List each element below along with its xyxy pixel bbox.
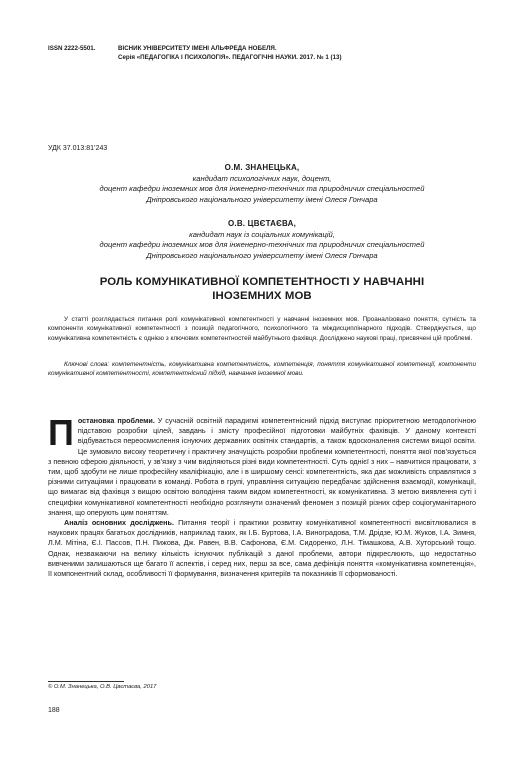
copyright-footnote: © О.М. Знанецька, О.В. Цвєтаєва, 2017 — [48, 684, 157, 690]
author-degree: кандидат наук із соціальних комунікацій, — [189, 229, 335, 239]
journal-header — [48, 44, 468, 62]
author-position: доцент кафедри іноземних мов для інженерно-технічних та природничих спеціальностей — [99, 240, 425, 249]
article-body — [48, 412, 476, 579]
article-title-line2: ІНОЗЕМНИХ МОВ — [212, 290, 312, 302]
paragraph-problem — [48, 412, 476, 518]
author-block-1 — [48, 163, 476, 205]
udk-code: УДК 37.013:81’243 — [48, 145, 108, 152]
page-number: 188 — [48, 707, 60, 714]
journal-title-line2: Серія «ПЕДАГОГІКА І ПСИХОЛОГІЯ». ПЕДАГОГІЧНІ НАУКИ. 2017. № 1 (13) — [118, 54, 342, 61]
footnote-divider — [48, 681, 124, 682]
author-position: доцент кафедри іноземних мов для інженерно-технічних та природничих спеціальностей — [99, 184, 425, 193]
abstract: У статті розглядається питання ролі комунікативної компетентності у навчанні іноземних мов. Проаналізовано поняття, сутність та компоненти комунікативної компетентності з позицій педагогічного, психологічного та міждисциплінарного підходів. Стверджується, що комунікативна компетентність є однією з ключових компетентностей майбутнього фахівця. Досліджено наукові праці, присвячені цій проблемі. — [48, 316, 476, 342]
journal-title — [118, 44, 458, 62]
author-name: О.В. ЦВЄТАЄВА, — [227, 219, 296, 228]
author-name: О.М. ЗНАНЕЦЬКА, — [224, 163, 300, 172]
issn-label: ISSN 2222-5501. — [48, 45, 96, 52]
section-lead-analysis: Аналіз основних досліджень. — [64, 518, 174, 528]
paragraph-text: Питання теорії і практики розвитку комунікативної компетентності висвітлювалися в наукових працях багатьох дослідників, наприклад таких, як І.Б. Буртова, І.А. Виноградова, Т.М. Дрідзе, Ю.М. Жуков, І.А. Зимня, Л.М. Мітіна, Є.І. Пассов, П.Н. Пижова, Дж. Равен, В.В. Сафонова, Є.М. Сидоренко, Л.Н. Тімашкова, А.В. Хуторський тощо. Однак, незважаючи на велику кількість існуючих публікацій з даної проблеми, автори підкреслюють, що недостатньо вивченими залишаються ще багато її аспектів, і серед них, перш за все, сама дефініція поняття «комунікативна компетенція», її компонентний склад, особливості її формування, визначення критеріїв та показників її сформованості. — [48, 518, 476, 579]
author-affiliation: Дніпровського національного університету імені Олеся Гончара — [146, 250, 378, 260]
drop-cap: П — [48, 412, 74, 453]
article-title — [48, 275, 476, 303]
author-block-2 — [48, 219, 476, 261]
paragraph-analysis — [48, 518, 476, 579]
author-degree: кандидат психологічних наук, доцент, — [192, 173, 332, 183]
author-affiliation: Дніпровського національного університету імені Олеся Гончара — [146, 194, 378, 204]
keywords: Ключові слова: компетентність, комунікативна компетентність, компетенція, поняття комунікативної компетенції, компоненти комунікативної компетентності, компетентнісний підхід, навчання іноземної мови. — [48, 361, 476, 378]
paragraph-text: У сучасній освітній парадигмі компетентнісний підхід виступає пріоритетною методологічною підставою розробки цілей, завдань і змісту професійної підготовки майбутніх фахівців. У даному контексті відбувається переосмислення існуючих державних освітніх стандартів, а також вдосконалення системи вищої освіти. Це зумовило високу теоретичну і практичну значущість розробки проблеми компетентності, поняття якої пов’язується з певною сферою діяльності, у зв’язку з чим виділяються різні види компетентності. Суть однієї з них – навчитися працювати, з тим, щоб здобути не лише професійну кваліфікацію, але і в ширшому сенсі: компетентність, яка дає можливість справлятися з різними ситуаціями і працювати в команді. Робота в групі, управління ситуацією передбачає здійснення взаємодії, комунікації, що вимагає від фахівця з вищою освітою володіння таким видом компетентності, як комунікативна. З метою виявлення суті і специфіки комунікативної компетентності необхідно розглянути означений феномен з позицій різних сфер соціогуманітарного знання, що оперують цим поняттям. — [48, 416, 476, 517]
journal-title-line1: ВІСНИК УНІВЕРСИТЕТУ ІМЕНІ АЛЬФРЕДА НОБЕЛЯ. — [118, 45, 277, 52]
article-title-line1: РОЛЬ КОМУНІКАТИВНОЇ КОМПЕТЕНТНОСТІ У НАВЧАННІ — [99, 276, 425, 288]
section-lead-problem: остановка проблеми. — [77, 416, 155, 425]
